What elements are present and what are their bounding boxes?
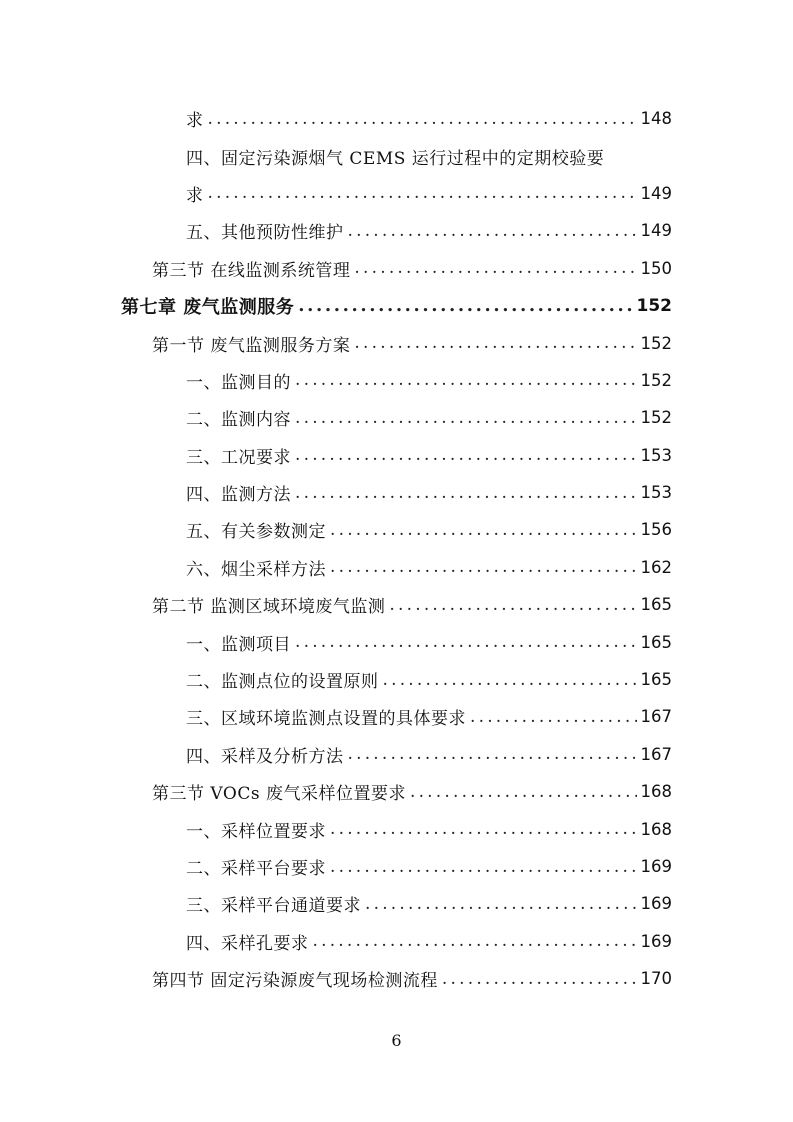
toc-entry[interactable] bbox=[0, 137, 793, 174]
toc-entry-page: 152 bbox=[640, 408, 672, 428]
toc-entry-title: 一、监测项目 bbox=[186, 634, 291, 655]
toc-entry-page: 165 bbox=[640, 670, 672, 690]
toc-entry[interactable] bbox=[0, 549, 793, 586]
toc-entry-title: 三、区域环境监测点设置的具体要求 bbox=[186, 709, 466, 730]
toc-entry-page: 162 bbox=[640, 557, 672, 577]
toc-entry-page: 167 bbox=[640, 744, 672, 764]
toc-dot-leader bbox=[442, 969, 637, 989]
toc-entry-title: 第四节 固定污染源废气现场检测流程 bbox=[152, 971, 438, 992]
toc-dot-leader bbox=[330, 557, 637, 577]
toc-dot-leader bbox=[208, 183, 637, 203]
toc-entry-page: 169 bbox=[640, 894, 672, 914]
toc-entry-page: 153 bbox=[640, 445, 672, 465]
toc-entry-title: 三、采样平台通道要求 bbox=[186, 896, 361, 917]
toc-entry-title: 二、监测点位的设置原则 bbox=[186, 672, 379, 693]
toc-entry-page: 165 bbox=[640, 595, 672, 615]
toc-entry-page: 169 bbox=[640, 857, 672, 876]
toc-dot-leader bbox=[295, 483, 637, 503]
toc-entry[interactable] bbox=[0, 736, 793, 773]
toc-dot-leader bbox=[330, 857, 637, 877]
toc-dot-leader bbox=[313, 931, 637, 951]
toc-chapter-entry[interactable] bbox=[0, 287, 793, 324]
toc-entry-title: 第三节 VOCs 废气采样位置要求 bbox=[152, 784, 406, 805]
toc-entry-title: 第七章 废气监测服务 bbox=[121, 296, 295, 318]
toc-entry[interactable] bbox=[0, 437, 793, 474]
toc-entry[interactable] bbox=[0, 399, 793, 436]
toc-entry[interactable] bbox=[0, 661, 793, 698]
toc-entry-page: 167 bbox=[640, 707, 672, 727]
toc-entry[interactable] bbox=[0, 175, 793, 212]
toc-entry-title: 三、工况要求 bbox=[186, 447, 291, 468]
toc-entry[interactable] bbox=[0, 885, 793, 922]
toc-dot-leader bbox=[208, 109, 637, 129]
toc-entry-title: 五、其他预防性维护 bbox=[186, 223, 344, 244]
toc-dot-leader bbox=[295, 632, 637, 652]
toc-entry-title: 一、采样位置要求 bbox=[186, 821, 326, 842]
toc-entry-title: 四、采样孔要求 bbox=[186, 933, 309, 954]
toc-entry[interactable] bbox=[0, 212, 793, 249]
toc-entry-page: 170 bbox=[640, 969, 672, 989]
toc-entry-title: 第一节 废气监测服务方案 bbox=[152, 335, 351, 356]
toc-entry-page: 150 bbox=[640, 258, 672, 278]
toc-dot-leader bbox=[410, 782, 637, 802]
toc-entry-page: 149 bbox=[640, 221, 672, 241]
toc-entry[interactable] bbox=[0, 362, 793, 399]
toc-dot-leader bbox=[295, 370, 637, 390]
toc-section-entry[interactable] bbox=[0, 324, 793, 361]
toc-dot-leader bbox=[365, 894, 637, 914]
toc-entry-title: 求 bbox=[186, 111, 204, 132]
toc-entry-title: 四、采样及分析方法 bbox=[186, 746, 344, 767]
toc-entry-title: 第二节 监测区域环境废气监测 bbox=[152, 597, 386, 618]
toc-dot-leader bbox=[295, 445, 637, 465]
toc-entry-title: 六、烟尘采样方法 bbox=[186, 559, 326, 580]
toc-dot-leader bbox=[383, 670, 637, 690]
toc-entry-title: 二、监测内容 bbox=[186, 410, 291, 431]
toc-entry[interactable] bbox=[0, 474, 793, 511]
toc-entry[interactable] bbox=[0, 923, 793, 960]
toc-entry[interactable] bbox=[0, 848, 793, 885]
toc-section-entry[interactable] bbox=[0, 960, 793, 997]
toc-entry-title: 第三节 在线监测系统管理 bbox=[152, 260, 351, 281]
toc-dot-leader bbox=[354, 333, 636, 353]
toc-section-entry[interactable] bbox=[0, 250, 793, 287]
toc-entry[interactable] bbox=[0, 511, 793, 548]
toc-entry-page: 152 bbox=[640, 370, 672, 390]
toc-entry[interactable] bbox=[0, 100, 793, 137]
toc-section-entry[interactable] bbox=[0, 586, 793, 623]
table-of-contents bbox=[0, 100, 793, 997]
toc-dot-leader bbox=[330, 819, 637, 839]
toc-section-entry[interactable] bbox=[0, 773, 793, 810]
toc-dot-leader bbox=[348, 221, 637, 241]
toc-entry-title: 一、监测目的 bbox=[186, 372, 291, 393]
toc-dot-leader bbox=[330, 520, 637, 540]
toc-dot-leader bbox=[348, 744, 637, 764]
toc-entry-page: 152 bbox=[640, 333, 672, 353]
toc-entry-page: 168 bbox=[640, 819, 672, 839]
toc-entry-page: 148 bbox=[640, 109, 672, 129]
toc-entry[interactable] bbox=[0, 810, 793, 847]
toc-dot-leader bbox=[354, 258, 636, 278]
toc-entry-title: 四、固定污染源烟气 CEMS 运行过程中的定期校验要 bbox=[186, 148, 605, 169]
toc-entry[interactable] bbox=[0, 698, 793, 735]
toc-entry-title: 二、采样平台要求 bbox=[186, 859, 326, 879]
toc-entry-page: 152 bbox=[636, 295, 672, 316]
toc-entry-title: 四、监测方法 bbox=[186, 485, 291, 506]
toc-dot-leader bbox=[295, 408, 637, 428]
toc-entry-page: 156 bbox=[640, 520, 672, 540]
toc-entry-page: 168 bbox=[640, 782, 672, 802]
toc-entry-page: 149 bbox=[640, 183, 672, 203]
toc-entry-title: 五、有关参数测定 bbox=[186, 522, 326, 543]
toc-dot-leader bbox=[298, 295, 632, 316]
toc-entry-page: 153 bbox=[640, 483, 672, 503]
toc-entry-page: 165 bbox=[640, 632, 672, 652]
toc-dot-leader bbox=[389, 595, 636, 615]
toc-dot-leader bbox=[470, 707, 637, 727]
toc-entry-page: 169 bbox=[640, 931, 672, 951]
toc-entry[interactable] bbox=[0, 623, 793, 660]
page-number: 6 bbox=[391, 1031, 402, 1050]
toc-entry-title: 求 bbox=[186, 185, 204, 206]
